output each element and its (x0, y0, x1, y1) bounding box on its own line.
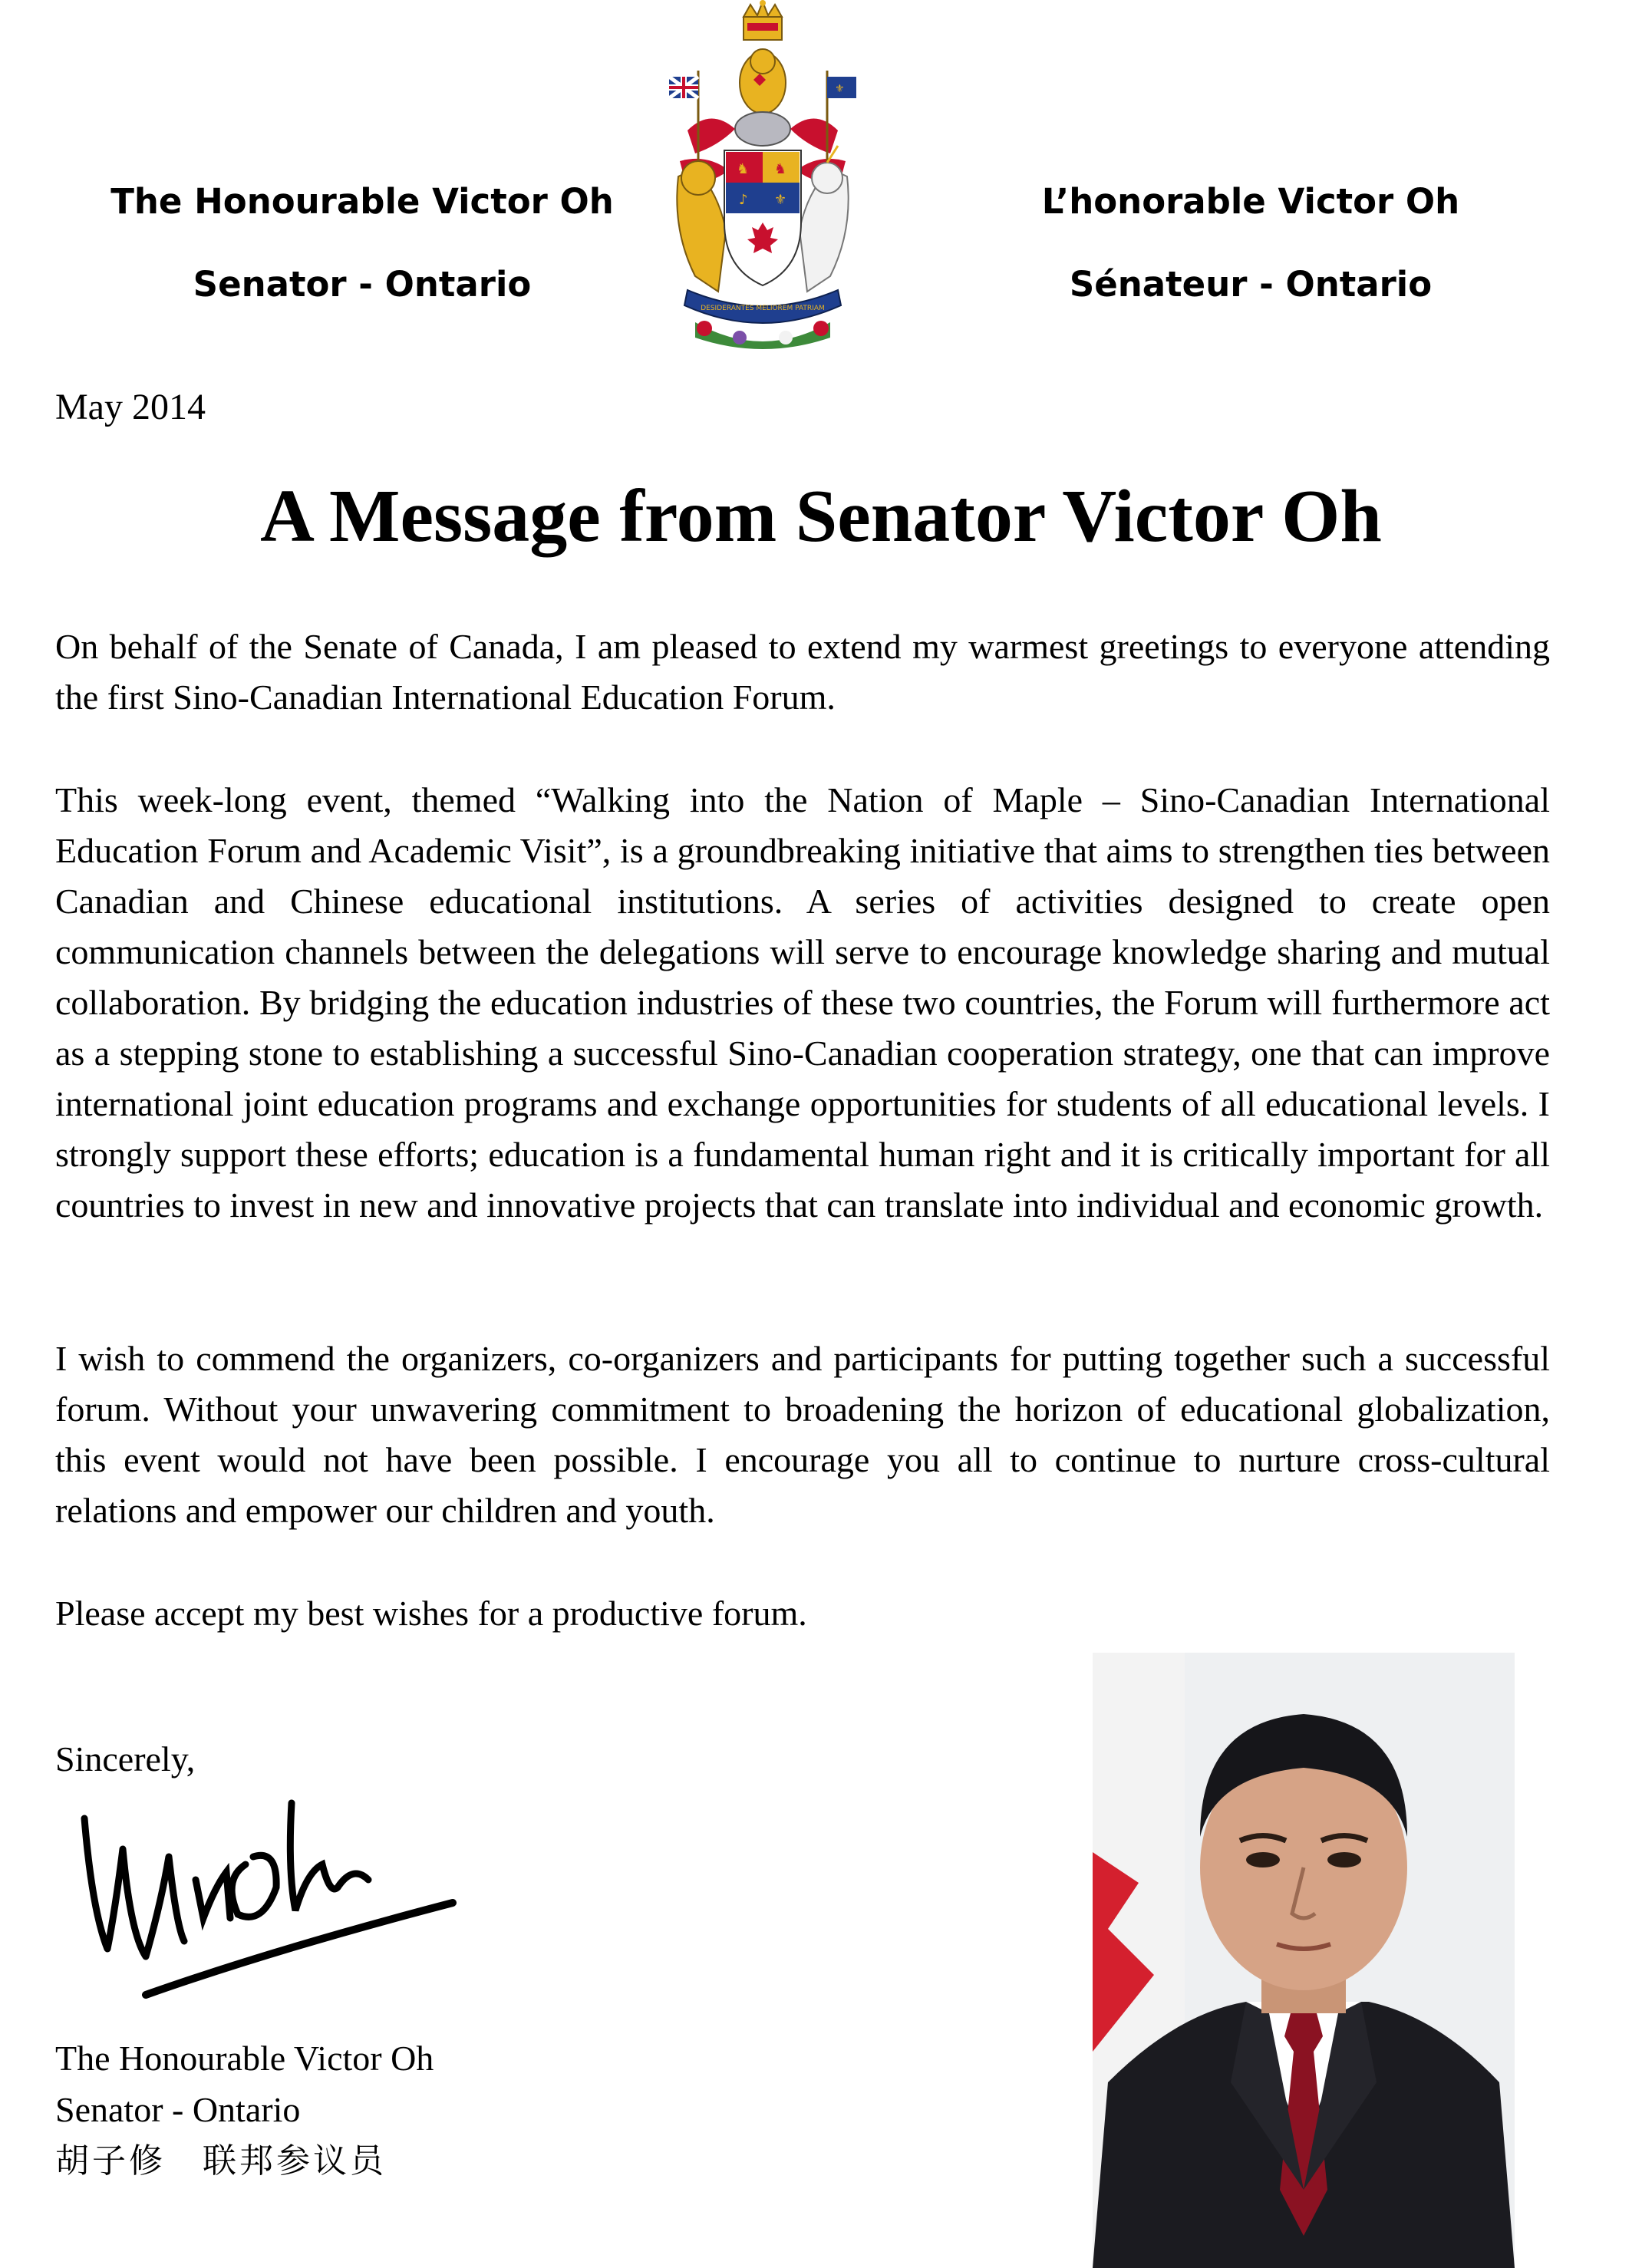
header-right-name: L’honorable Victor Oh (1041, 181, 1460, 222)
senator-portrait-photo (1093, 1653, 1515, 2268)
compartment-flowers (695, 321, 830, 349)
canada-coat-of-arms-crest (664, 0, 861, 353)
header-left-title: Senator - Ontario (193, 264, 532, 305)
letter-date: May 2014 (55, 387, 206, 427)
crest-lion-icon (740, 49, 786, 114)
crown-icon (744, 0, 782, 40)
svg-text:♪: ♪ (739, 192, 748, 208)
svg-text:♞: ♞ (737, 161, 750, 177)
letter-closing: Sincerely, (55, 1739, 196, 1778)
letter-paragraph-3: I wish to commend the organizers, co-organizers and participants for putting together such a successful forum. Without your unwavering commitment to broadening the horizon of educational globalization, this event would not have been possible. I encourage you all to continue to nurture cross-cultural relations and empower our children and youth. (55, 1339, 1550, 1530)
letter-paragraph-4: Please accept my best wishes for a productive forum. (55, 1594, 807, 1633)
svg-text:⚜: ⚜ (774, 192, 787, 208)
svg-text:♞: ♞ (774, 161, 787, 177)
header-left-name: The Honourable Victor Oh (110, 181, 614, 222)
signature-name: The Honourable Victor Oh (55, 2039, 434, 2078)
letter-paragraph-1: On behalf of the Senate of Canada, I am pleased to extend my warmest greetings to everyone attending the first Sino-Canadian International Education Forum. (55, 627, 1550, 717)
shield-icon (724, 150, 801, 285)
handwritten-signature (61, 1788, 491, 2041)
letter-title: A Message from Senator Victor Oh (260, 475, 1382, 558)
motto-text: DESIDERANTES MELIOREM PATRIAM (701, 305, 825, 312)
letter-paragraph-2: This week-long event, themed “Walking into the Nation of Maple – Sino-Canadian International Education Forum and Academic Visit”, is a groundbreaking initiative that aims to strengthen ties between Canadian and Chinese educational institutions. A series of activities designed to create open communication channels between the delegations will serve to encourage knowledge sharing and mutual collaboration. By bridging the education industries of these two countries, the Forum will furthermore act as a stepping stone to establishing a successful Sino-Canadian cooperation strategy, one that can improve international joint education programs and exchange opportunities for students of all educational levels. I strongly support these efforts; education is a fundamental human right and it is critically important for all countries to invest in new and innovative projects that can translate into individual and economic growth. (55, 780, 1550, 1225)
signature-chinese-name: 胡子修 联邦参议员 (55, 2141, 387, 2181)
lion-supporter-icon (677, 161, 726, 292)
header-right-title: Sénateur - Ontario (1069, 264, 1433, 305)
signature-title: Senator - Ontario (55, 2090, 301, 2129)
svg-text:⚜: ⚜ (835, 83, 845, 95)
